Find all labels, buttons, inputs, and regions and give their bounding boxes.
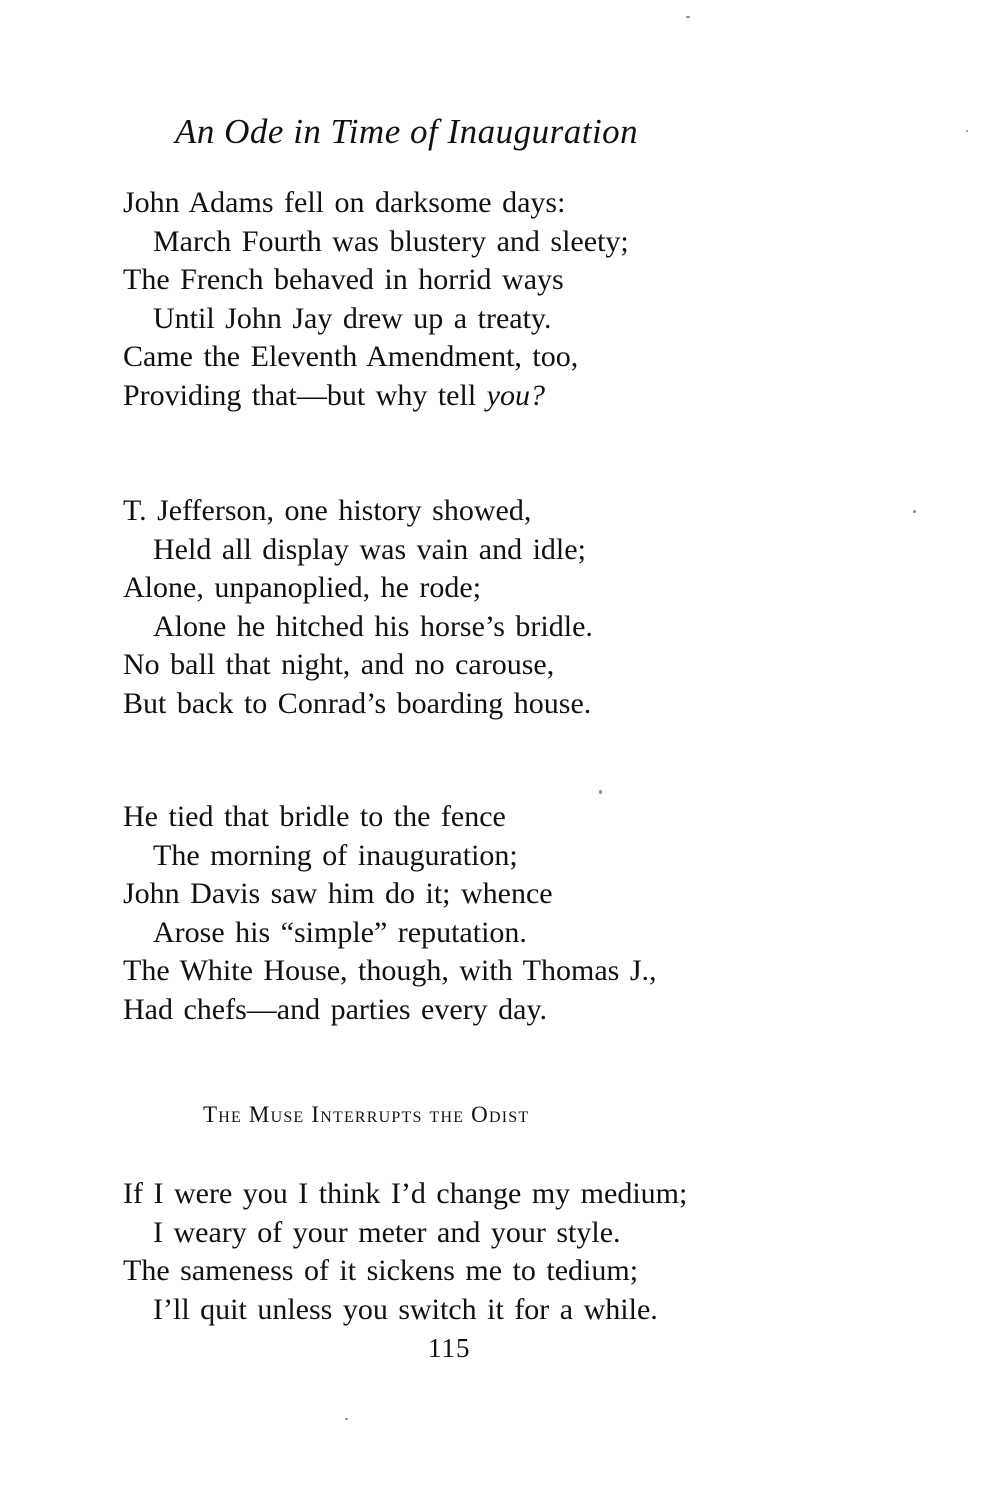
verse-line: He tied that bridle to the fence [123, 800, 506, 833]
verse-line: Came the Eleventh Amendment, too, [123, 340, 579, 373]
verse-line: Alone he hitched his horse’s bridle. [153, 609, 593, 643]
verse-line: But back to Conrad’s boarding house. [123, 686, 592, 720]
verse-line: John Davis saw him do it; whence [123, 877, 553, 910]
scan-speck [913, 510, 916, 513]
verse-line: Alone, unpanoplied, he rode; [123, 571, 482, 604]
verse-line: John Adams fell on darksome days: [123, 186, 566, 219]
scan-speck [686, 16, 690, 18]
scan-speck [966, 130, 968, 132]
verse-line: The sameness of it sickens me to tedium; [123, 1254, 639, 1287]
verse-line: I weary of your meter and your style. [153, 1215, 621, 1249]
verse-line: The French behaved in horrid ways [123, 263, 564, 296]
stanza-3 [123, 798, 823, 1029]
verse-line [123, 377, 823, 416]
scan-speck [599, 790, 602, 794]
verse-line: Held all display was vain and idle; [153, 532, 586, 566]
running-title: An Ode in Time of Inauguration [175, 112, 639, 151]
stanza-2 [123, 492, 823, 723]
stanza-4 [123, 1175, 823, 1329]
verse-line: I’ll quit unless you switch it for a while. [153, 1292, 658, 1326]
verse-line: Arose his “simple” reputation. [153, 915, 527, 949]
section-heading: The Muse Interrupts the Odist [203, 1102, 530, 1127]
verse-line: T. Jefferson, one history showed, [123, 494, 532, 527]
page-number: 115 [428, 1333, 471, 1363]
verse-line: No ball that night, and no carouse, [123, 648, 555, 681]
verse-line: Until John Jay drew up a treaty. [153, 301, 552, 335]
verse-line: March Fourth was blustery and sleety; [153, 224, 629, 258]
scan-speck [345, 1418, 348, 1420]
stanza-1 [123, 184, 823, 415]
verse-line: The White House, though, with Thomas J., [123, 954, 657, 987]
verse-line: If I were you I think I’d change my medium; [123, 1177, 688, 1210]
verse-line-emphasis: you? [486, 378, 545, 412]
verse-line-text: Providing that—but why tell [123, 378, 487, 412]
verse-line: Had chefs—and parties every day. [123, 992, 548, 1026]
verse-line: The morning of inauguration; [153, 838, 518, 872]
